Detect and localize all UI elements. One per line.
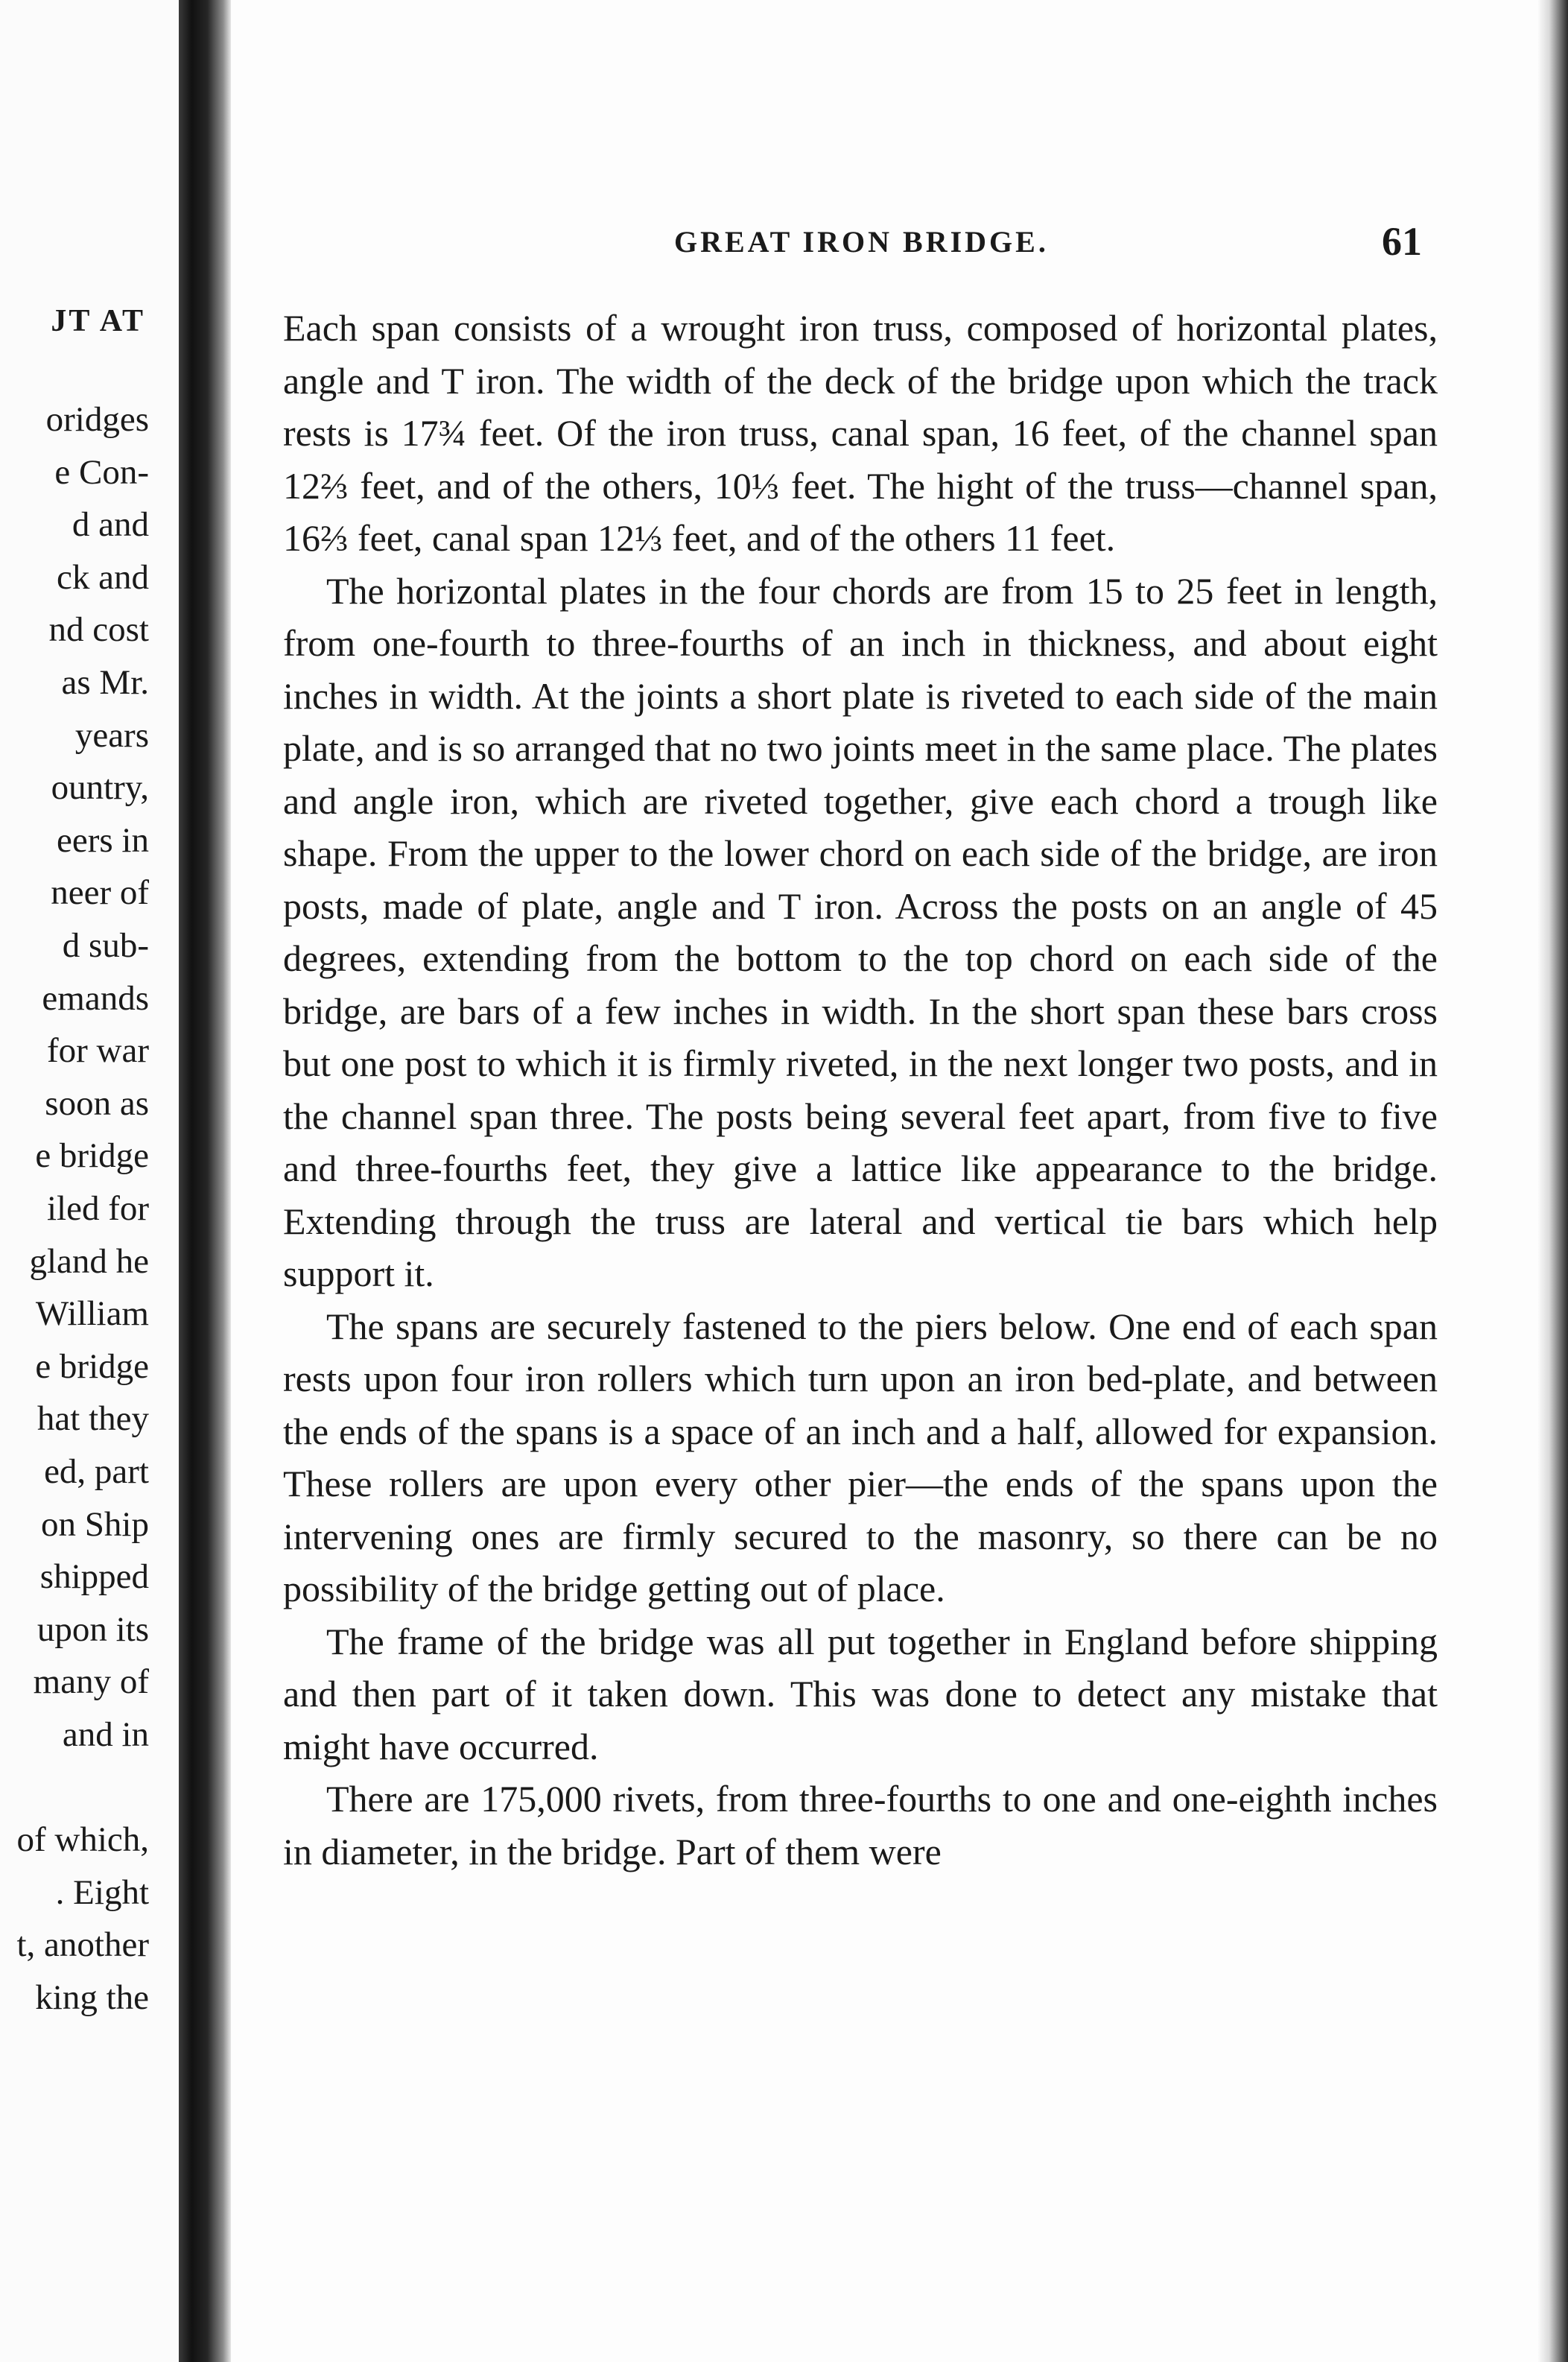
page-number: 61: [1382, 219, 1422, 264]
left-page-line: nd cost: [48, 610, 149, 650]
left-page-line: upon its: [36, 1609, 149, 1649]
body-text: [283, 302, 1438, 1878]
left-page-line: . Eight: [55, 1872, 149, 1912]
right-page: [231, 0, 1568, 2362]
paragraph-3: The spans are securely fastened to the piers below. One end of each span rests upon four iron rollers which turn upon an iron bed-plate, and between the ends of the spans is a space of an inch and a half, allowed for expansion. These rollers are upon every other pier—the ends of the spans upon the intervening ones are firmly secured to the masonry, so there can be no possibility of the bridge getting out of place.: [283, 1305, 1438, 1609]
book-gutter: [179, 0, 231, 2362]
running-head: GREAT IRON BRIDGE.: [674, 225, 1049, 259]
left-page-line: many of: [33, 1662, 149, 1702]
left-page-line: e bridge: [35, 1346, 149, 1386]
left-page-line: for war: [46, 1031, 149, 1071]
paragraph-4: The frame of the bridge was all put together in England before shipping and then part of it taken down. This was done to detect any mistake that might have occurred.: [283, 1620, 1438, 1767]
left-page-line: d sub-: [62, 926, 149, 965]
page-edge-shadow: [1537, 0, 1568, 2362]
left-page-line: king the: [35, 1978, 149, 2017]
left-page-line: neer of: [51, 873, 149, 913]
left-page-line: of which,: [16, 1820, 149, 1860]
left-page-line: shipped: [39, 1557, 149, 1597]
left-page-fragment: [0, 0, 179, 2362]
left-page-line: ountry,: [51, 768, 149, 808]
left-page-line: eers in: [57, 820, 149, 860]
left-page-line: d and: [72, 505, 149, 545]
left-page-line: ed, part: [44, 1452, 149, 1491]
left-page-line: iled for: [46, 1189, 149, 1228]
left-page-line: William: [35, 1294, 149, 1334]
paragraph-5: There are 175,000 rivets, from three-fourths to one and one-eighth inches in diameter, in the bridge. Part of them were: [283, 1778, 1438, 1872]
left-page-line: and in: [62, 1715, 149, 1754]
left-page-line: e bridge: [35, 1136, 149, 1176]
left-page-line: hat they: [36, 1399, 149, 1439]
left-page-line: as Mr.: [61, 663, 149, 702]
left-page-line: ck and: [57, 557, 149, 597]
left-page-line: soon as: [45, 1083, 149, 1123]
paragraph-1: Each span consists of a wrought iron truss, composed of horizontal plates, angle and T iron. The width of the deck of the bridge upon which the track rests is 17¾ feet. Of the iron truss, canal span, 16 feet, of the channel span 12⅔ feet, and of the others, 10⅓ feet. The hight of the truss—channel span, 16⅔ feet, canal span 12⅓ feet, and of the others 11 feet.: [283, 307, 1438, 559]
left-page-line: years: [74, 715, 149, 755]
left-page-line: emands: [42, 978, 149, 1018]
left-page-line: e Con-: [54, 452, 149, 492]
left-page-line: oridges: [45, 400, 149, 439]
left-page-line: gland he: [29, 1241, 149, 1281]
left-page-line: t, another: [16, 1925, 149, 1965]
left-page-line: on Ship: [41, 1504, 149, 1544]
left-page-header: JT AT: [51, 304, 145, 338]
paragraph-2: The horizontal plates in the four chords are from 15 to 25 feet in length, from one-fourth to three-fourths of an inch in thickness, and about eight inches in width. At the joints a short plate is riveted to each side of the main plate, and is so arranged that no two joints meet in the same place. The plates and angle iron, which are riveted together, give each chord a trough like shape. From the upper to the lower chord on each side of the bridge, are iron posts, made of plate, angle and T iron. Across the posts on an angle of 45 degrees, extending from the bottom to the top chord on each side of the bridge, are bars of a few inches in width. In the short span these bars cross but one post to which it is firmly riveted, in the next longer two posts, and in the channel span three. The posts being several feet apart, from five to five and three-fourths feet, they give a lattice like appearance to the bridge. Extending through the truss are lateral and vertical tie bars which help support it.: [283, 569, 1438, 1294]
